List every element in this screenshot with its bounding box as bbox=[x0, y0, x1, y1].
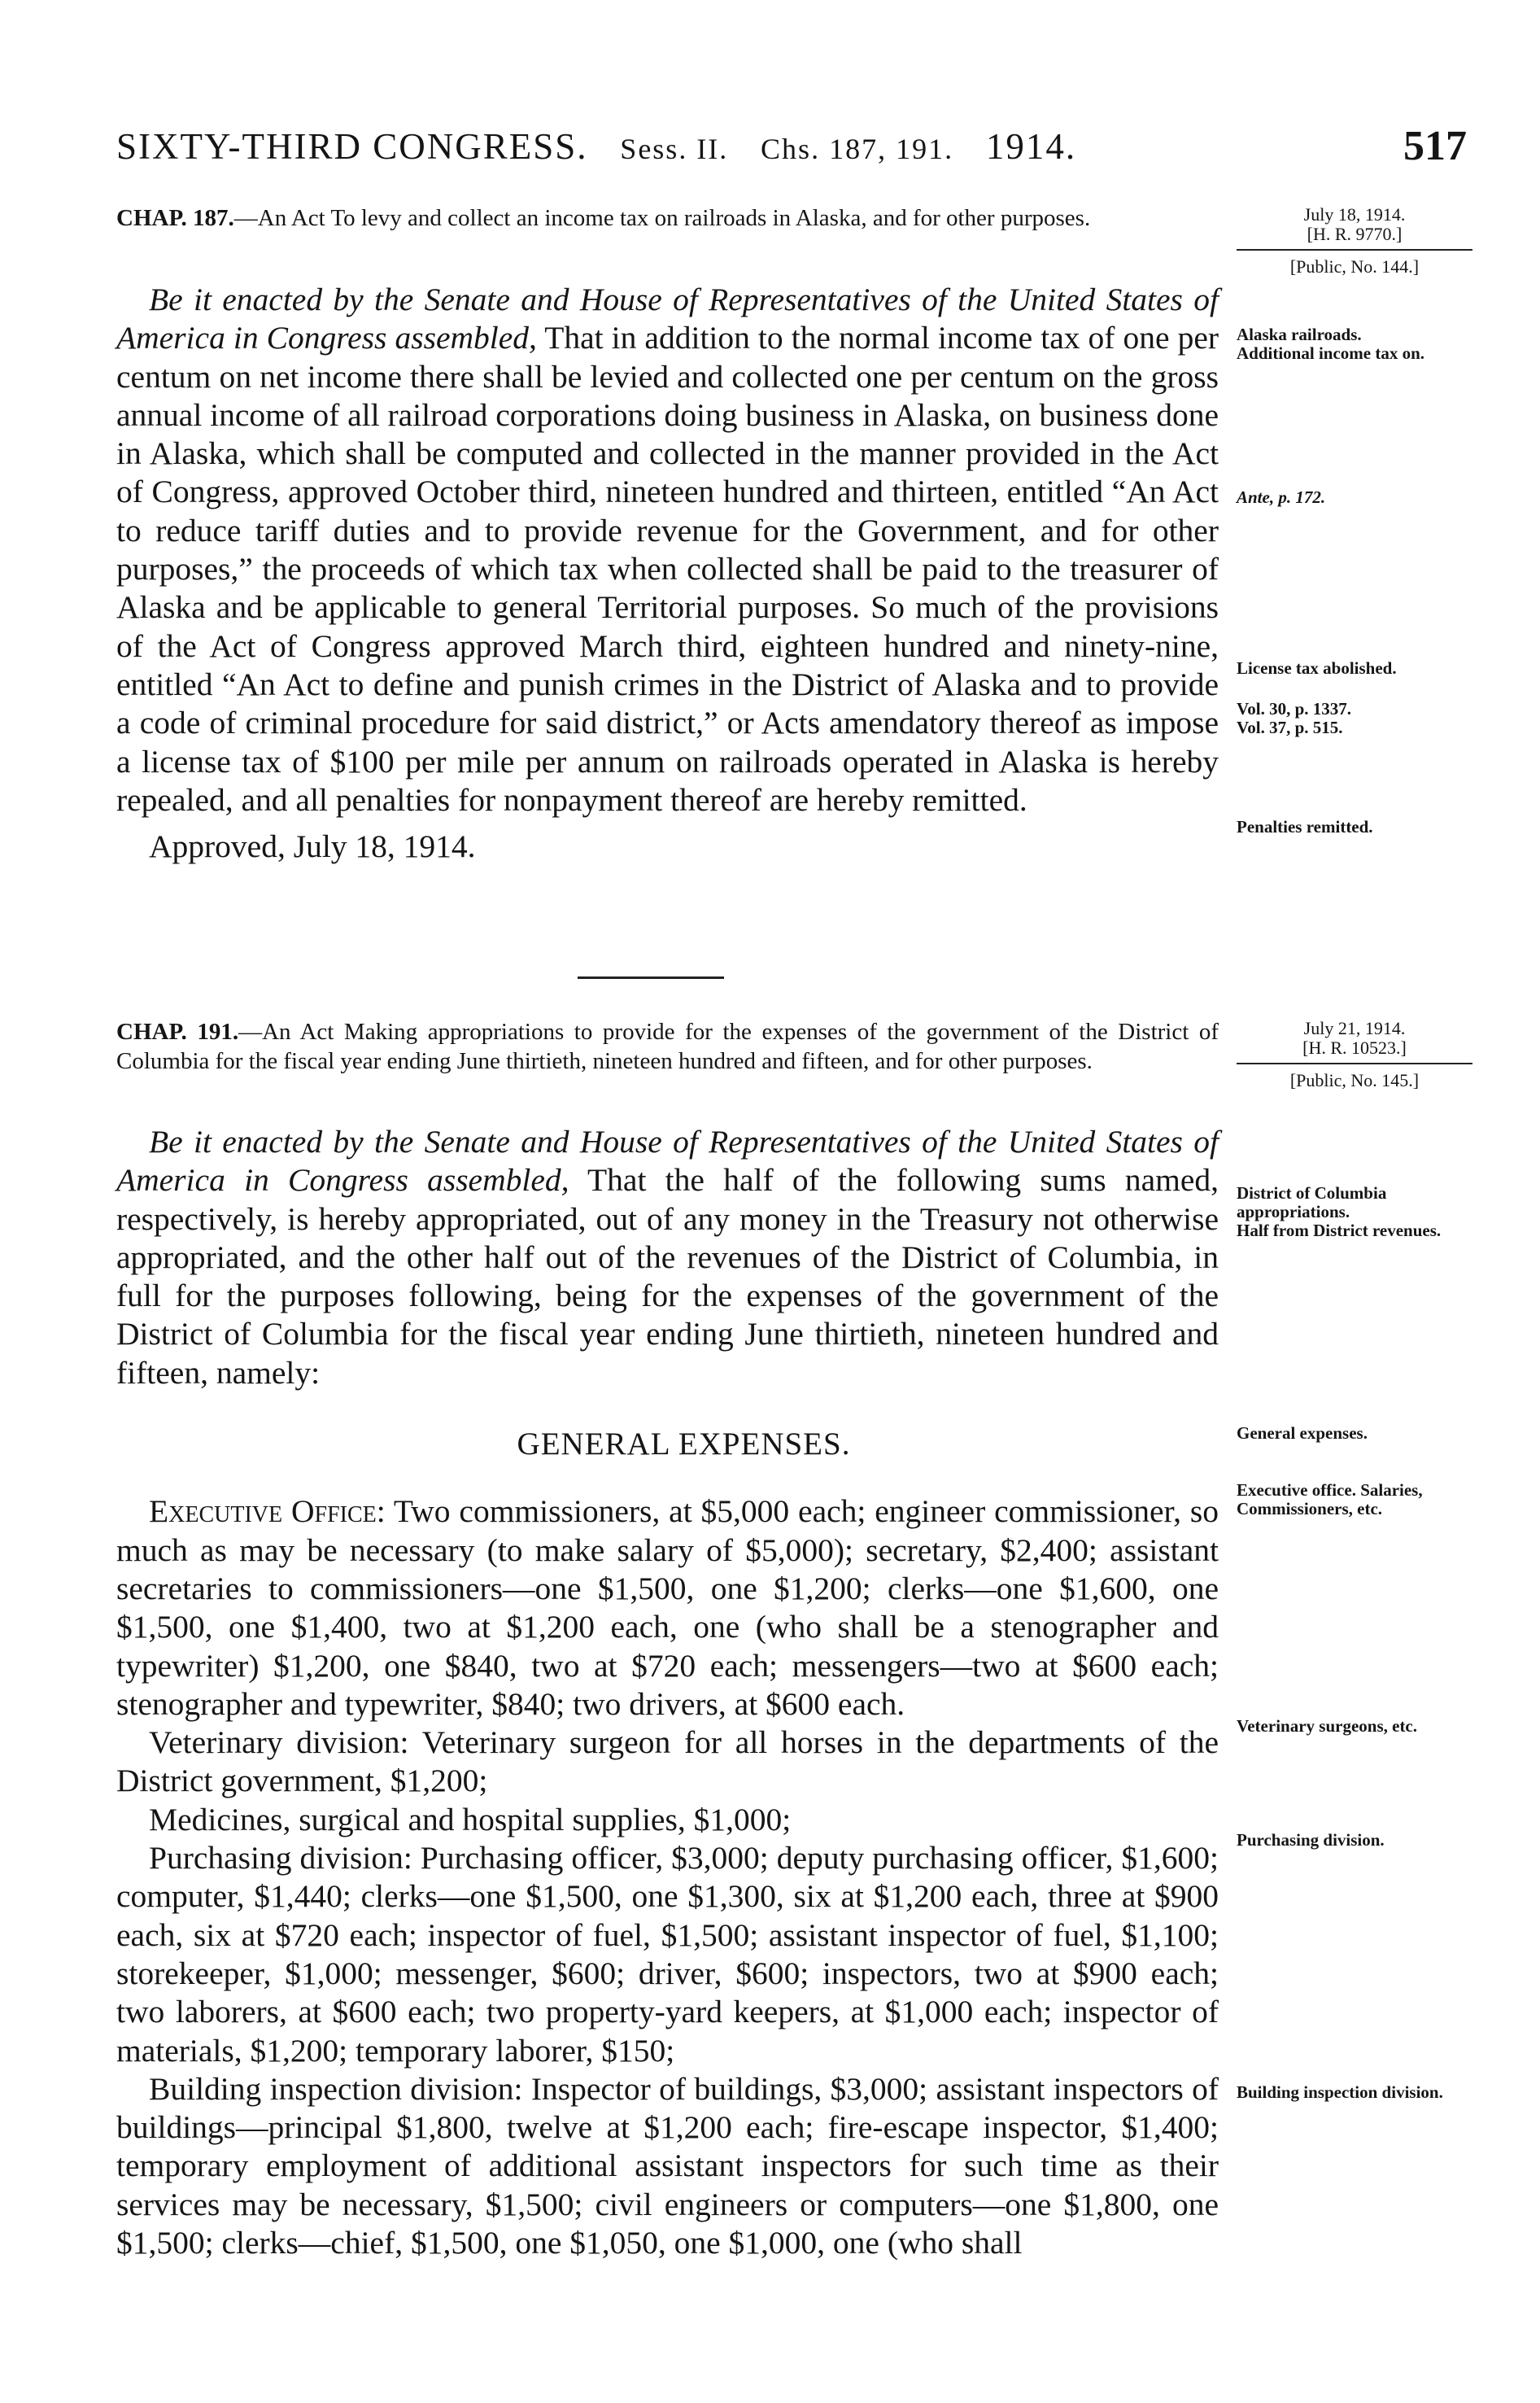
chap191-number: CHAP. 191. bbox=[116, 1019, 239, 1045]
note-alaska-railroads-text: Alaska railroads. bbox=[1237, 325, 1362, 344]
medicines-text: Medicines, surgical and hospital supplies, $1,000; bbox=[149, 1801, 792, 1837]
note-veterinary: Veterinary surgeons, etc. bbox=[1237, 1716, 1418, 1736]
chap187-date: July 18, 1914. bbox=[1303, 204, 1406, 225]
chap187-approved: Approved, July 18, 1914. bbox=[149, 828, 476, 865]
chap187-title bbox=[116, 203, 1219, 233]
chap191-enacting-clause: Be it enacted by the Senate and House of Representatives of the United States of America in Congress assembled, bbox=[116, 1124, 1219, 1199]
note-alaska-railroads bbox=[1237, 325, 1472, 363]
header-title bbox=[116, 125, 1076, 168]
veterinary-text: Veterinary division: Veterinary surgeon for all horses in the departments of the District government, $1,200; bbox=[116, 1724, 1219, 1799]
purchasing-text: Purchasing division: Purchasing officer, $3,000; deputy purchasing officer, $1,600; computer, $1,440; clerks—one $1,500, one $1,300, six at $1,200 each, three at $900 each, six at $720 each; inspector of fuel, $1,500; assistant inspector of fuel, $1,100; storekeeper, $1,000; messenger, $600; driver, $600; inspectors, two at $900 each; two laborers, at $600 each; two property-yard keepers, at $1,000 each; inspector of materials, $1,200; temporary laborer, $150; bbox=[116, 1840, 1219, 2069]
chap187-title-text: —An Act To levy and collect an income tax on railroads in Alaska, and for other purposes. bbox=[233, 205, 1091, 231]
note-building: Building inspection division. bbox=[1237, 2082, 1443, 2102]
note-penalties: Penalties remitted. bbox=[1237, 817, 1373, 837]
note-ante: Ante, p. 172. bbox=[1237, 487, 1326, 507]
general-expenses-heading: GENERAL EXPENSES. bbox=[517, 1427, 851, 1462]
chapters-label: Chs. 187, 191. bbox=[761, 133, 954, 165]
note-half-from-text: Half from District revenues. bbox=[1237, 1221, 1442, 1240]
note-purchasing: Purchasing division. bbox=[1237, 1830, 1385, 1850]
chap187-ref bbox=[1237, 205, 1472, 277]
chap191-bill: [H. R. 10523.] bbox=[1302, 1038, 1407, 1058]
note-license-tax: License tax abolished. bbox=[1237, 658, 1397, 678]
chap191-body-text: That the half of the following sums named, respectively, is hereby appropriated, out of any money in the Treasury not otherwise appropriated, and the other half out of the revenues of the District of Columbia, in full for the purposes following, being for the expenses of the government of the District of Columbia for the fiscal year ending June thirtieth, nineteen hundred and fifteen, namely: bbox=[116, 1162, 1219, 1391]
congress-title: SIXTY-THIRD CONGRESS. bbox=[116, 126, 588, 167]
chap191-ref bbox=[1237, 1019, 1472, 1090]
chap191-title bbox=[116, 1017, 1219, 1076]
chap187-bill: [H. R. 9770.] bbox=[1307, 224, 1403, 244]
chap187-body-text: That in addition to the normal income tax of one per centum on net income there shall be levied and collected one per centum on the gross annual income of all railroad corporations doing business in Alaska, on business done in Alaska, which shall be computed and collected in the manner provided in the Act of Congress, approved October third, nineteen hundred and thirteen, entitled “An Act to reduce tariff duties and to provide revenue for the Government, and for other purposes,” the proceeds of which tax when collected shall be paid to the treasurer of Alaska and be applicable to general Territorial purposes. So much of the provisions of the Act of Congress approved March third, eighteen hundred and ninety-nine, entitled “An Act to define and punish crimes in the District of Alaska and to provide a code of criminal procedure for said district,” or Acts amendatory thereof as impose a license tax of $100 per mile per annum on railroads operated in Alaska is hereby repealed, and all penalties for nonpayment thereof are hereby remitted. bbox=[116, 320, 1219, 818]
section-divider bbox=[578, 976, 724, 979]
note-vol37: Vol. 37, p. 515. bbox=[1237, 718, 1343, 737]
executive-office-text: Two commissioners, at $5,000 each; engineer commissioner, so much as may be necessary (to make salary of $5,000); secretary, $2,400; assistant secretaries to commissioners—one $1,500, one $1,200; clerks—one $1,600, one $1,500, one $1,400, two at $1,200 each, one (who shall be a stenographer and typewriter) $1,200, one $840, two at $720 each; messengers—two at $600 each; stenographer and typewriter, $840; two drivers, at $600 each. bbox=[116, 1493, 1219, 1722]
note-executive-office: Executive office. Salaries, Commissioners, etc. bbox=[1237, 1480, 1423, 1518]
header-year: 1914. bbox=[985, 126, 1077, 167]
chap191-title-text: —An Act Making appropriations to provide for the expenses of the government of the District of Columbia for the fiscal year ending June thirtieth, nineteen hundred and fifteen, and for other purposes. bbox=[116, 1019, 1219, 1074]
building-inspection-text: Building inspection division: Inspector of buildings, $3,000; assistant inspectors of buildings—principal $1,800, twelve at $1,200 each; fire-escape inspector, $1,400; temporary employment of additional assistant inspectors for such time as their services may be necessary, $1,500; civil engineers or computers—one $1,800, one $1,500; clerks—chief, $1,500, one $1,050, one $1,000, one (who shall bbox=[116, 2070, 1219, 2261]
chap187-enacting-clause: Be it enacted by the Senate and House of Representatives of the United States of America in Congress assembled, bbox=[116, 282, 1219, 356]
note-dc-approps-text: District of Columbia appropriations. bbox=[1237, 1183, 1387, 1221]
note-general-expenses: General expenses. bbox=[1237, 1423, 1368, 1443]
note-volumes bbox=[1237, 700, 1472, 737]
chap191-date: July 21, 1914. bbox=[1303, 1018, 1406, 1038]
note-additional-income-text: Additional income tax on. bbox=[1237, 343, 1425, 363]
note-vol30: Vol. 30, p. 1337. bbox=[1237, 699, 1352, 719]
chap191-body bbox=[116, 1123, 1219, 2262]
chap187-number: CHAP. 187. bbox=[116, 205, 234, 231]
session-label: Sess. II. bbox=[620, 133, 729, 165]
page-number: 517 bbox=[1403, 123, 1467, 169]
chap187-public: [Public, No. 144.] bbox=[1237, 249, 1472, 277]
note-dc-approps bbox=[1237, 1184, 1472, 1240]
executive-office-label: Executive Office: bbox=[149, 1493, 386, 1530]
chap187-body bbox=[116, 281, 1219, 866]
chap191-public: [Public, No. 145.] bbox=[1237, 1063, 1472, 1090]
running-header bbox=[116, 122, 1467, 179]
